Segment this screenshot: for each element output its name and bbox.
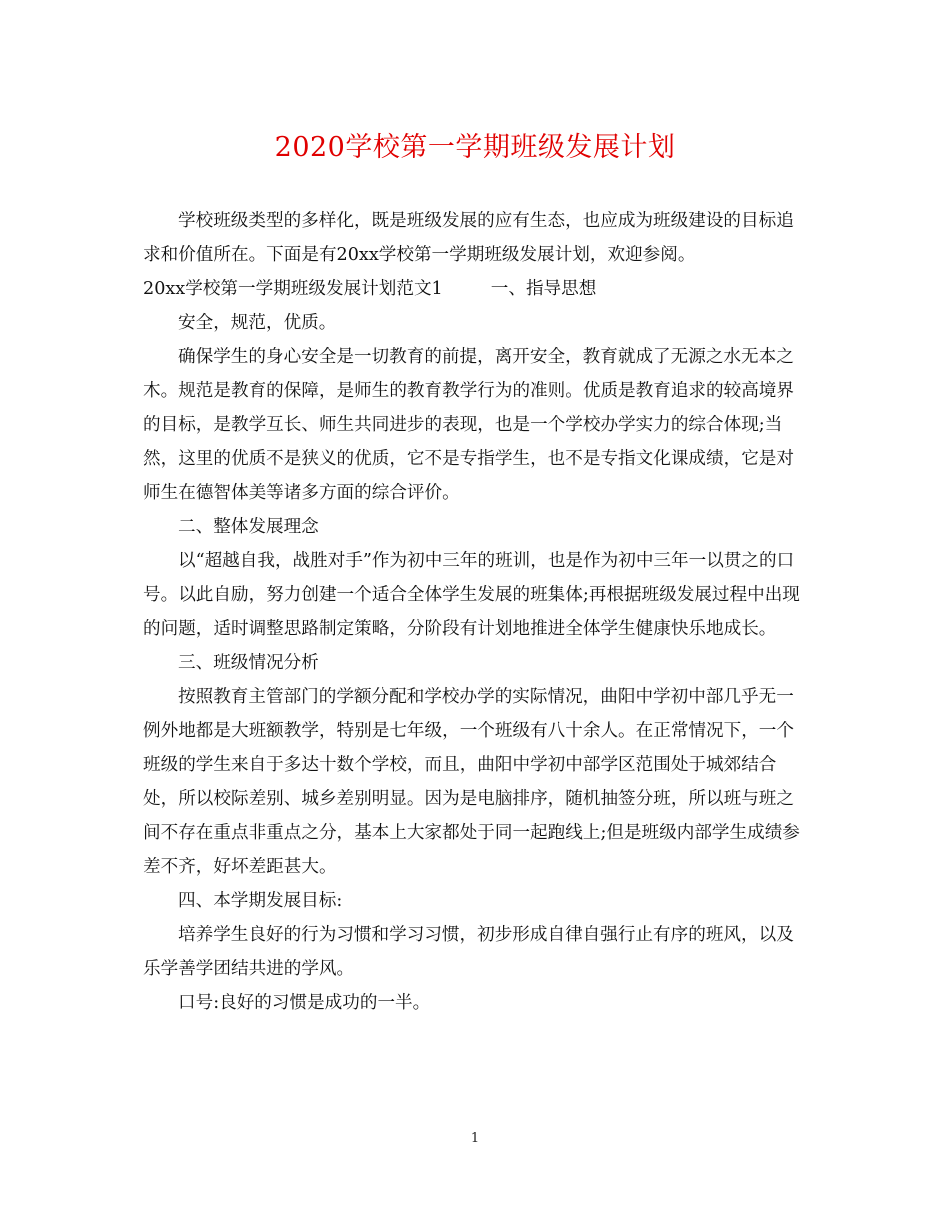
document-title: 2020学校第一学期班级发展计划 (274, 132, 676, 163)
paragraph: 按照教育主管部门的学额分配和学校办学的实际情况，曲阳中学初中部几乎无一例外地都是大班额教学，特别是七年级，一个班级有八十余人。在正常情况下，一个班级的学生来自于多达十数个学校，而且，曲阳中学初中部学区范围处于城郊结合处，所以校际差别、城乡差别明显。因为是电脑排序，随机抽签分班，所以班与班之间不存在重点非重点之分，基本上大家都处于同一起跑线上;但是班级内部学生成绩参差不齐，好坏差距甚大。 (143, 687, 800, 877)
paragraph: 培养学生良好的行为习惯和学习习惯，初步形成自律自强行止有序的班风，以及乐学善学团结共进的学风。 (143, 925, 794, 979)
page-number: 1 (470, 1131, 480, 1146)
paragraph: 确保学生的身心安全是一切教育的前提，离开安全，教育就成了无源之水无本之木。规范是教育的保障，是师生的教育教学行为的准则。优质是教育追求的较高境界的目标，是教学互长、师生共同进步的表现，也是一个学校办学实力的综合体现;当然，这里的优质不是狭义的优质，它不是专指学生，也不是专指文化课成绩，它是对师生在德智体美等诸多方面的综合评价。 (143, 347, 794, 503)
paragraph: 安全，规范，优质。 (178, 313, 337, 333)
paragraph: 以“超越自我，战胜对手”作为初中三年的班训，也是作为初中三年一以贯之的口号。以此自励，努力创建一个适合全体学生发展的班集体;再根据班级发展过程中出现的问题，适时调整思路制定策略，分阶段有计划地推进全体学生健康快乐地成长。 (143, 551, 800, 639)
section-heading-2: 二、整体发展理念 (178, 517, 319, 537)
section-heading-4: 四、本学期发展目标: (178, 891, 343, 911)
slogan-paragraph: 口号:良好的习惯是成功的一半。 (178, 993, 431, 1013)
sample-heading: 20xx学校第一学期班级发展计划范文1 (143, 279, 443, 299)
section-line (143, 272, 808, 306)
intro-paragraph: 学校班级类型的多样化，既是班级发展的应有生态，也应成为班级建设的目标追求和价值所在。下面是有20xx学校第一学期班级发展计划，欢迎参阅。 (143, 211, 794, 265)
section-heading-1: 一、指导思想 (490, 279, 597, 299)
section-heading-3: 三、班级情况分析 (178, 653, 319, 673)
document-body (143, 204, 808, 1020)
